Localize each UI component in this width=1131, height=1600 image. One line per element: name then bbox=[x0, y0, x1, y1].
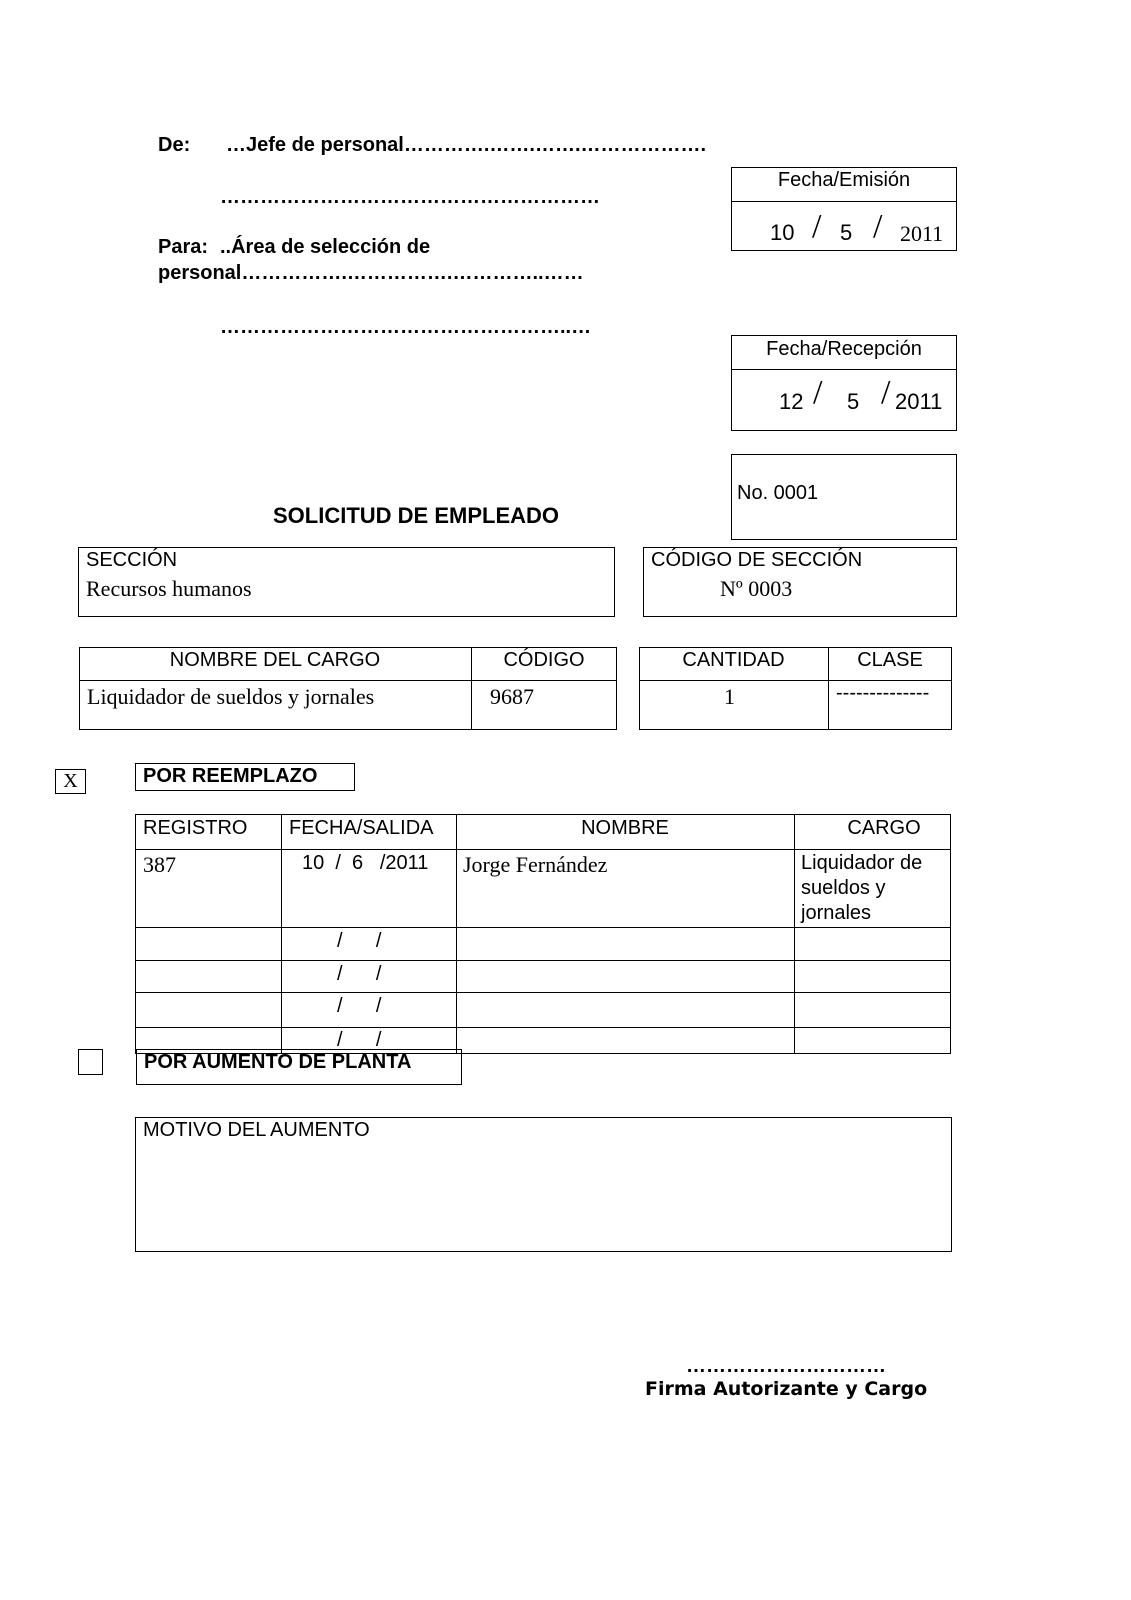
page-title: SOLICITUD DE EMPLEADO bbox=[273, 503, 560, 528]
para-line1: ..Área de selección de bbox=[220, 236, 431, 258]
reemplazo-row1-cargo-l3: jornales bbox=[801, 902, 872, 924]
reemplazo-row-line bbox=[135, 849, 951, 850]
aumento-label: POR AUMENTO DE PLANTA bbox=[144, 1051, 412, 1073]
fecha-emision-sep2: / bbox=[873, 208, 883, 245]
cantidad-table-header-line bbox=[639, 680, 952, 681]
cargo-header-nombre: NOMBRE DEL CARGO bbox=[169, 649, 381, 671]
reemplazo-table bbox=[135, 814, 951, 1054]
reemplazo-row1-nombre: Jorge Fernández bbox=[463, 852, 608, 877]
motivo-label: MOTIVO DEL AUMENTO bbox=[143, 1119, 370, 1141]
reemplazo-header-cargo: CARGO bbox=[847, 817, 921, 839]
fecha-recepcion-year: 2011 bbox=[895, 389, 943, 414]
para-line2: personal…………….…………….…………..…… bbox=[158, 262, 584, 284]
reemplazo-row-line bbox=[135, 960, 951, 961]
para-label: Para: bbox=[158, 236, 209, 258]
clase-value: -------------- bbox=[836, 682, 930, 704]
seccion-value: Recursos humanos bbox=[86, 576, 252, 601]
reemplazo-row-line bbox=[135, 992, 951, 993]
codigo-seccion-value: Nº 0003 bbox=[720, 576, 793, 601]
reemplazo-header-nombre: NOMBRE bbox=[581, 817, 669, 839]
cantidad-header: CANTIDAD bbox=[682, 649, 785, 671]
reemplazo-col-line bbox=[456, 814, 457, 1054]
firma-dots: ………………………… bbox=[686, 1355, 886, 1377]
clase-header: CLASE bbox=[857, 649, 923, 671]
reemplazo-label: POR REEMPLAZO bbox=[143, 765, 318, 787]
fecha-emision-label: Fecha/Emisión bbox=[777, 169, 911, 191]
reemplazo-row1-cargo-l2: sueldos y bbox=[801, 877, 886, 899]
reemplazo-col-line bbox=[281, 814, 282, 1054]
para-dots: ……………………………………………..… bbox=[220, 316, 592, 338]
firma-label: Firma Autorizante y Cargo bbox=[645, 1378, 928, 1400]
reemplazo-header-fecha: FECHA/SALIDA bbox=[289, 817, 434, 839]
cargo-codigo-value: 9687 bbox=[490, 684, 534, 709]
de-label: De: bbox=[158, 134, 191, 156]
fecha-emision-month: 5 bbox=[840, 220, 853, 245]
fecha-emision-sep1: / bbox=[812, 208, 822, 245]
aumento-checkbox[interactable] bbox=[78, 1049, 103, 1075]
reemplazo-row3-fecha: / / bbox=[337, 963, 382, 985]
de-value: …Jefe de personal………….…….…….………………. bbox=[226, 134, 707, 156]
fecha-emision-year: 2011 bbox=[900, 221, 944, 246]
cargo-header-codigo: CÓDIGO bbox=[503, 649, 585, 671]
reemplazo-col-line bbox=[794, 814, 795, 1054]
fecha-recepcion-divider bbox=[731, 369, 957, 370]
fecha-emision-day: 10 bbox=[770, 220, 795, 245]
de-dots: ………………………………………………… bbox=[220, 186, 600, 208]
reemplazo-row1-registro: 387 bbox=[143, 852, 176, 877]
fecha-recepcion-label: Fecha/Recepción bbox=[766, 338, 922, 360]
reemplazo-header-registro: REGISTRO bbox=[143, 817, 248, 839]
reemplazo-row-line bbox=[135, 927, 951, 928]
fecha-emision-divider bbox=[731, 201, 957, 202]
fecha-recepcion-sep2: / bbox=[881, 374, 891, 411]
fecha-recepcion-day: 12 bbox=[779, 389, 804, 414]
reemplazo-row1-cargo-l1: Liquidador de bbox=[801, 852, 923, 874]
fecha-recepcion-sep1: / bbox=[813, 374, 823, 411]
codigo-seccion-label: CÓDIGO DE SECCIÓN bbox=[651, 549, 863, 571]
reemplazo-row-line bbox=[135, 1027, 951, 1028]
cargo-nombre-value: Liquidador de sueldos y jornales bbox=[87, 684, 375, 709]
reemplazo-check-mark: X bbox=[63, 770, 78, 792]
reemplazo-row5-fecha: / / bbox=[337, 1029, 382, 1051]
cantidad-value: 1 bbox=[724, 684, 735, 709]
numero-value: No. 0001 bbox=[737, 482, 819, 504]
reemplazo-row2-fecha: / / bbox=[337, 930, 382, 952]
reemplazo-row4-fecha: / / bbox=[337, 995, 382, 1017]
fecha-recepcion-month: 5 bbox=[847, 389, 860, 414]
seccion-label: SECCIÓN bbox=[86, 549, 178, 571]
reemplazo-row1-fecha: 10 / 6 /2011 bbox=[302, 852, 429, 874]
cargo-table-header-line bbox=[79, 680, 617, 681]
